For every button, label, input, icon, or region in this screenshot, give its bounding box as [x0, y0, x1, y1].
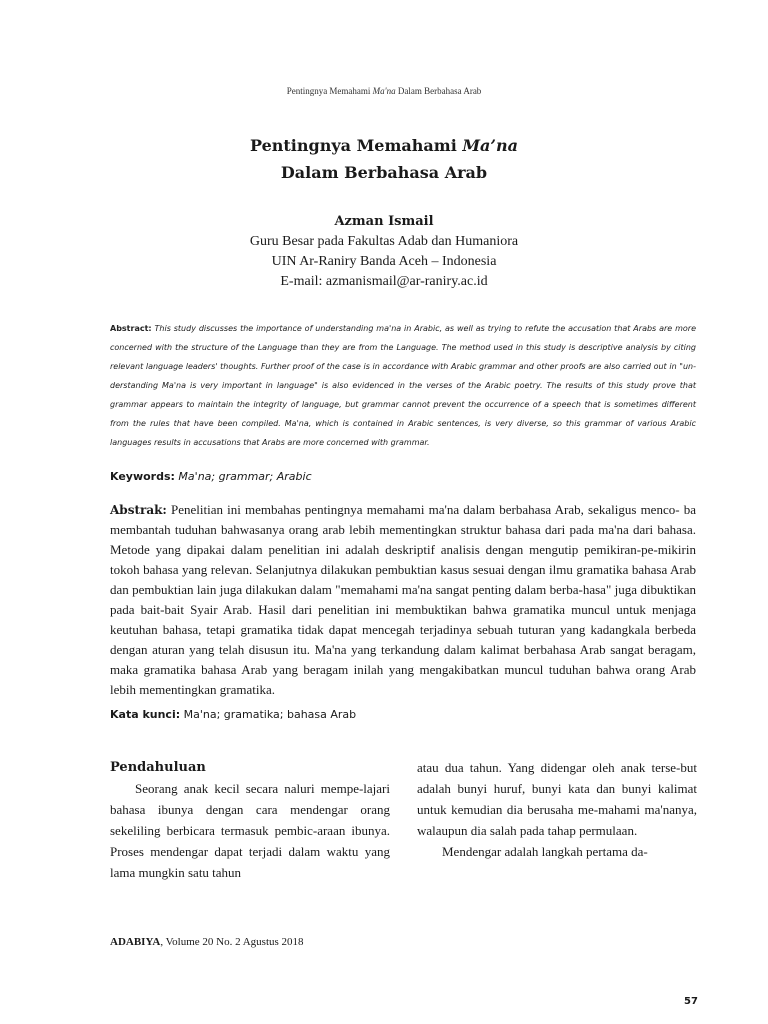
section-heading: Pendahuluan [110, 760, 206, 775]
title-line-1 [0, 132, 768, 159]
abstrak-label: Abstrak: [110, 503, 167, 517]
abstract-english [110, 319, 696, 452]
journal-issue: , Volume 20 No. 2 Agustus 2018 [160, 936, 304, 948]
kata-kunci-value: Ma'na; gramatika; bahasa Arab [180, 708, 357, 721]
paper-title [0, 132, 768, 186]
keywords-value: Ma'na; grammar; Arabic [174, 470, 312, 483]
author-email: E-mail: azmanismail@ar-raniry.ac.id [280, 274, 488, 289]
abstrak-indonesian [110, 500, 696, 700]
body-paragraph: Seorang anak kecil secara naluri mempe-lajari bahasa ibunya dengan cara mendengar orang sekeliling berbicara termasuk pembic-araan ibunya. Proses mendengar dapat terjadi dalam waktu yang lama mungkin satu tahun [110, 781, 390, 880]
author-institution: UIN Ar-Raniry Banda Aceh – Indonesia [271, 254, 497, 269]
body-paragraph-next: Mendengar adalah langkah pertama da- [442, 844, 648, 859]
abstract-label: Abstract: [110, 324, 152, 333]
abstract-text: This study discusses the importance of understanding ma'na in Arabic, as well as trying to refute the accusation that Arabs are more concerned with the structure of the Language than they are from the Language. The method used in this study is descriptive analysis by citing relevant language leaders' thoughts. Further proof of the case is in accordance with Arabic grammar and other proofs are also carried out in "un- derstanding Ma'na is very important in language" is also evidenced in the verses of the Arabic poetry. The results of this study prove that grammar appears to maintain the integrity of language, but grammar cannot prevent the occurrence of a speech that is sometimes different from the rules that have been compiled. Ma'na, which is contained in Arabic sentences, is very diverse, so this grammar of various Arabic languages results in accusations that Arabs are more concerned with grammar. [110, 324, 696, 447]
author-name: Azman Ismail [334, 214, 434, 229]
author-position: Guru Besar pada Fakultas Adab dan Humaniora [249, 234, 519, 249]
running-head-text-end: Dalam Berbahasa Arab [395, 86, 482, 96]
running-head-text: Pentingnya Memahami [286, 86, 373, 96]
title-italic: Ma’na [462, 136, 518, 155]
author-block [0, 212, 768, 292]
title-line-2: Dalam Berbahasa Arab [280, 163, 488, 182]
abstrak-text: Penelitian ini membahas pentingnya memahami ma'na dalam berbahasa Arab, sekaligus menco- ba membantah tuduhan bahwasanya orang arab lebih mementingkan struktur bahasa dari pada ma'na dari bahasa. Metode yang dipakai dalam penelitian ini adalah deskriptif analisis dengan mengutip pemikiran-pe-mikirin tokoh bahasa yang relevan. Selanjutnya dilakukan pembuktian kasus sesuai dengan ilmu gramatika bahasa Arab dan pembuktian lain juga dilakukan dalam "memahami ma'na sangat penting dalam berba-hasa" juga dibuktikan pada bait-bait Syair Arab. Hasil dari penelitian ini membuktikan bahwa gramatika muncul untuk menjaga keutuhan bahasa, tetapi gramatika tidak dapat mencegah terjadinya sebuah tuturan yang kadangkala berbeda dengan aturan yang telah disusun itu. Ma'na yang terkandung dalam kalimat berbahasa Arab sangat beragam, maka gramatika bahasa Arab yang beragam inilah yang mengakibatkan muncul tuduhan bahwa orang Arab lebih mementingkan gramatika. [110, 502, 696, 697]
journal-name: ADABIYA [110, 936, 161, 948]
footer [110, 936, 304, 948]
keywords-label: Keywords: [110, 470, 175, 483]
title-text: Pentingnya Memahami [250, 136, 463, 155]
kata-kunci-label: Kata kunci: [110, 708, 181, 721]
keywords [110, 470, 696, 483]
body-column-left [110, 757, 390, 883]
body-column-right [417, 757, 697, 862]
body-paragraph-continued: atau dua tahun. Yang didengar oleh anak terse-but adalah bunyi huruf, bunyi kata dan bunyi kalimat untuk kemudian dia berusaha me-mahami ma'nanya, walaupun dia salah pada tahap permulaan. [417, 760, 697, 838]
kata-kunci [110, 708, 696, 721]
page-number: 57 [684, 996, 698, 1007]
running-head [0, 86, 768, 96]
running-head-italic: Ma'na [372, 86, 396, 96]
